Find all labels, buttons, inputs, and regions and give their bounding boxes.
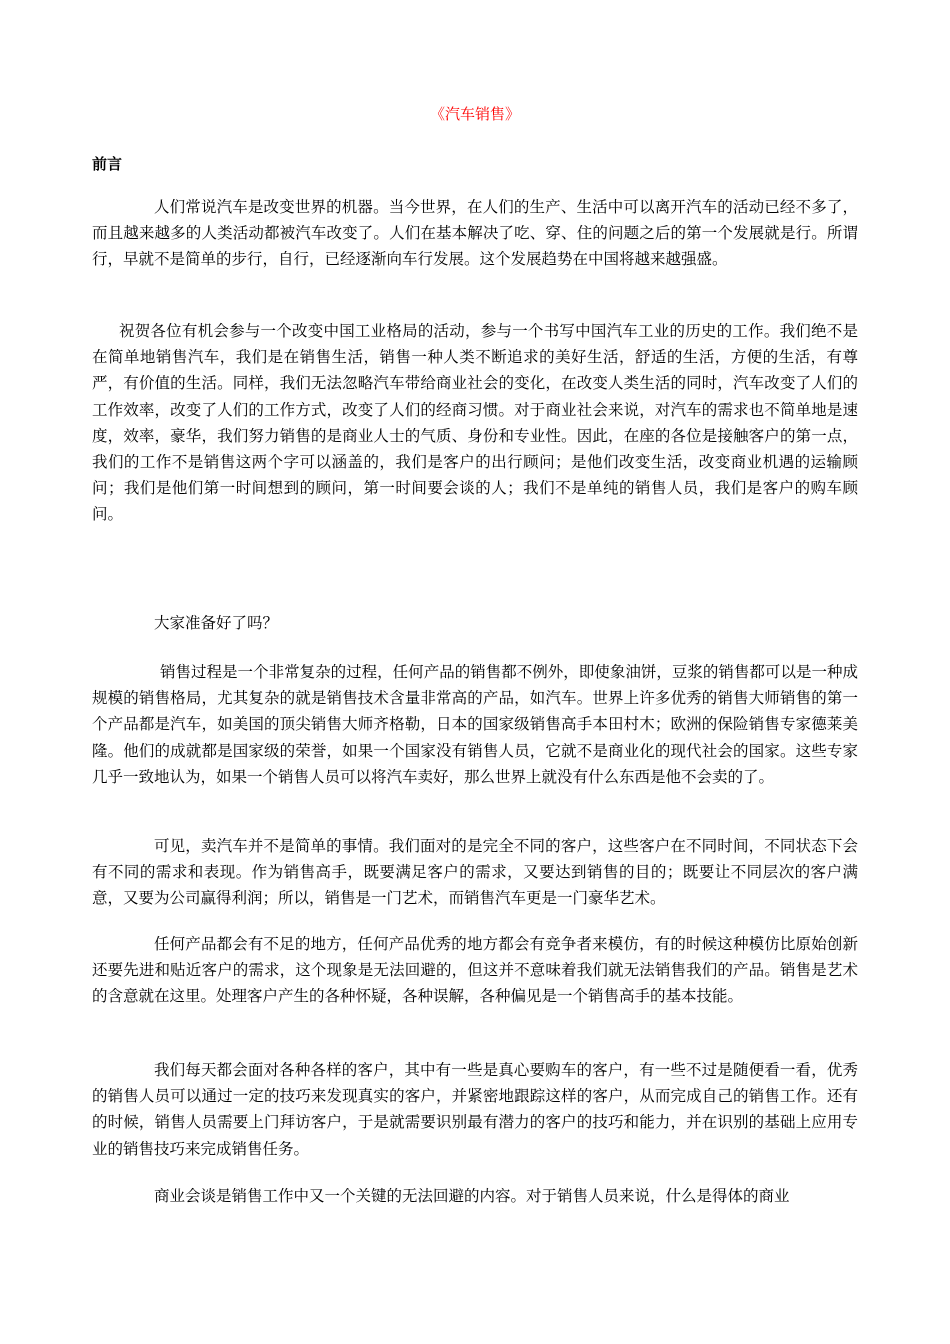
paragraph-1: 人们常说汽车是改变世界的机器。当今世界，在人们的生产、生活中可以离开汽车的活动已经不多了，而且越来越多的人类活动都被汽车改变了。人们在基本解决了吃、穿、住的问题之后的第一个发展就是行。所谓行，早就不是简单的步行，自行，已经逐渐向车行发展。这个发展趋势在中国将越来越强盛。 [92,198,858,269]
paragraph-2: 祝贺各位有机会参与一个改变中国工业格局的活动，参与一个书写中国汽车工业的历史的工作。我们绝不是在简单地销售汽车，我们是在销售生活，销售一种人类不断追求的美好生活，舒适的生活，方便的生活，有尊严，有价值的生活。同样，我们无法忽略汽车带给商业社会的变化，在改变人类生活的同时，汽车改变了人们的工作效率，改变了人们的工作方式，改变了人们的经商习惯。对于商业社会来说，对汽车的需求也不简单地是速度，效率，豪华，我们努力销售的是商业人士的气质、身份和专业性。因此，在座的各位是接触客户的第一点，我们的工作不是销售这两个字可以涵盖的，我们是客户的出行顾问；是他们改变生活，改变商业机遇的运输顾问；我们是他们第一时间想到的顾问，第一时间要会谈的人；我们不是单纯的销售人员，我们是客户的购车顾问。 [92,322,858,524]
paragraph-5: 可见，卖汽车并不是简单的事情。我们面对的是完全不同的客户，这些客户在不同时间，不同状态下会有不同的需求和表现。作为销售高手，既要满足客户的需求，又要达到销售的目的；既要让不同层次的客户满意，又要为公司赢得利润；所以，销售是一门艺术，而销售汽车更是一门豪华艺术。 [92,837,858,908]
paragraph-6: 任何产品都会有不足的地方，任何产品优秀的地方都会有竞争者来模仿，有的时候这种模仿比原始创新还要先进和贴近客户的需求，这个现象是无法回避的，但这并不意味着我们就无法销售我们的产品。销售是艺术的含意就在这里。处理客户产生的各种怀疑，各种误解，各种偏见是一个销售高手的基本技能。 [92,935,858,1006]
preface-heading: 前言 [92,155,123,173]
paragraph-3: 大家准备好了吗？ [154,614,279,632]
paragraph-7: 我们每天都会面对各种各样的客户，其中有一些是真心要购车的客户，有一些不过是随便看一看，优秀的销售人员可以通过一定的技巧来发现真实的客户，并紧密地跟踪这样的客户，从而完成自己的销售工作。还有的时候，销售人员需要上门拜访客户，于是就需要识别最有潜力的客户的技巧和能力，并在识别的基础上应用专业的销售技巧来完成销售任务。 [92,1061,858,1158]
paragraph-4: 销售过程是一个非常复杂的过程，任何产品的销售都不例外，即使象油饼，豆浆的销售都可以是一种成规模的销售格局，尤其复杂的就是销售技术含量非常高的产品，如汽车。世界上许多优秀的销售大师销售的第一个产品都是汽车，如美国的顶尖销售大师齐格勒，日本的国家级销售高手本田村木；欧洲的保险销售专家德莱美隆。他们的成就都是国家级的荣誉，如果一个国家没有销售人员，它就不是商业化的现代社会的国家。这些专家几乎一致地认为，如果一个销售人员可以将汽车卖好，那么世界上就没有什么东西是他不会卖的了。 [92,663,858,786]
paragraph-8: 商业会谈是销售工作中又一个关键的无法回避的内容。对于销售人员来说，什么是得体的商业 [154,1187,790,1205]
document-title: 《汽车销售》 [429,105,520,123]
